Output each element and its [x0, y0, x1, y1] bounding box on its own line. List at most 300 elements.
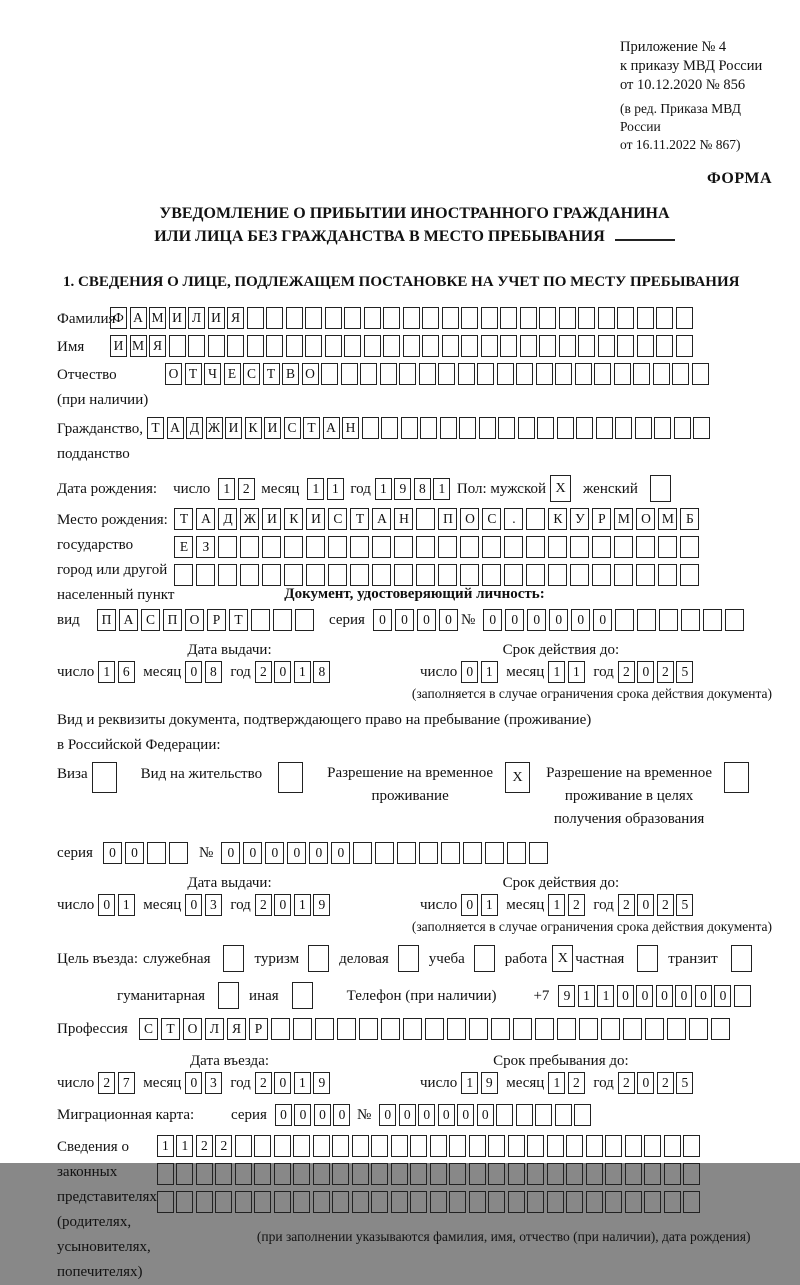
grid-cell[interactable] — [674, 417, 691, 439]
grid-cell[interactable] — [637, 609, 656, 631]
grid-cell[interactable]: 9 — [558, 985, 575, 1007]
grid-cell[interactable] — [410, 1163, 427, 1185]
grid-cell[interactable]: И — [110, 335, 127, 357]
phone-grid[interactable] — [558, 985, 753, 1007]
grid-cell[interactable] — [403, 307, 420, 329]
grid-cell[interactable]: Т — [185, 363, 202, 385]
grid-cell[interactable]: 1 — [118, 894, 135, 916]
grid-cell[interactable] — [491, 1018, 510, 1040]
grid-cell[interactable] — [360, 363, 377, 385]
grid-cell[interactable] — [147, 842, 166, 864]
grid-cell[interactable]: Т — [161, 1018, 180, 1040]
grid-cell[interactable]: Т — [263, 363, 280, 385]
grid-cell[interactable]: 0 — [221, 842, 240, 864]
grid-cell[interactable] — [625, 1191, 642, 1213]
grid-cell[interactable] — [442, 307, 459, 329]
grid-cell[interactable]: 1 — [218, 478, 235, 500]
grid-cell[interactable] — [680, 536, 699, 558]
grid-cell[interactable] — [659, 609, 678, 631]
grid-cell[interactable]: О — [302, 363, 319, 385]
grid-cell[interactable]: 0 — [417, 609, 436, 631]
grid-cell[interactable]: 2 — [618, 661, 635, 683]
grid-cell[interactable]: Н — [342, 417, 359, 439]
grid-cell[interactable]: 1 — [548, 894, 565, 916]
grid-cell[interactable] — [271, 1018, 290, 1040]
grid-cell[interactable]: 0 — [636, 985, 653, 1007]
grid-cell[interactable] — [548, 536, 567, 558]
grid-cell[interactable]: 0 — [457, 1104, 474, 1126]
grid-cell[interactable] — [371, 1191, 388, 1213]
grid-cell[interactable]: А — [119, 609, 138, 631]
grid-cell[interactable] — [508, 1135, 525, 1157]
grid-cell[interactable] — [420, 417, 437, 439]
grid-cell[interactable] — [529, 842, 548, 864]
grid-cell[interactable]: 2 — [215, 1135, 232, 1157]
grid-cell[interactable]: 1 — [597, 985, 614, 1007]
grid-cell[interactable] — [535, 1018, 554, 1040]
grid-cell[interactable] — [157, 1163, 174, 1185]
grid-cell[interactable] — [598, 335, 615, 357]
grid-cell[interactable] — [305, 307, 322, 329]
grid-cell[interactable] — [208, 335, 225, 357]
grid-cell[interactable]: Р — [207, 609, 226, 631]
grid-cell[interactable]: 2 — [618, 894, 635, 916]
grid-cell[interactable] — [578, 307, 595, 329]
grid-cell[interactable] — [438, 363, 455, 385]
grid-cell[interactable] — [555, 363, 572, 385]
grid-cell[interactable] — [449, 1191, 466, 1213]
grid-cell[interactable]: А — [323, 417, 340, 439]
grid-cell[interactable]: 7 — [118, 1072, 135, 1094]
grid-cell[interactable]: 0 — [675, 985, 692, 1007]
grid-cell[interactable]: 0 — [274, 894, 291, 916]
grid-cell[interactable]: С — [328, 508, 347, 530]
grid-cell[interactable] — [614, 363, 631, 385]
grid-cell[interactable]: А — [130, 307, 147, 329]
grid-cell[interactable]: С — [139, 1018, 158, 1040]
grid-cell[interactable]: 2 — [98, 1072, 115, 1094]
grid-cell[interactable] — [416, 564, 435, 586]
grid-cell[interactable] — [614, 564, 633, 586]
id-type-grid[interactable] — [97, 609, 317, 631]
male-checkbox[interactable]: X — [550, 475, 571, 502]
grid-cell[interactable]: 0 — [331, 842, 350, 864]
grid-cell[interactable]: И — [169, 307, 186, 329]
legal-reps-grid-row2[interactable] — [157, 1163, 703, 1185]
grid-cell[interactable] — [458, 363, 475, 385]
grid-cell[interactable]: У — [570, 508, 589, 530]
grid-cell[interactable]: 2 — [238, 478, 255, 500]
grid-cell[interactable]: Я — [227, 307, 244, 329]
grid-cell[interactable] — [337, 1018, 356, 1040]
grid-cell[interactable]: 0 — [98, 894, 115, 916]
grid-cell[interactable]: 0 — [571, 609, 590, 631]
grid-cell[interactable] — [692, 363, 709, 385]
grid-cell[interactable] — [518, 417, 535, 439]
grid-cell[interactable] — [262, 536, 281, 558]
grid-cell[interactable] — [215, 1191, 232, 1213]
grid-cell[interactable]: 1 — [327, 478, 344, 500]
permit-expiry-year-grid[interactable] — [618, 894, 696, 916]
grid-cell[interactable]: О — [165, 363, 182, 385]
temp-residence-checkbox[interactable]: X — [505, 762, 530, 793]
grid-cell[interactable] — [438, 564, 457, 586]
grid-cell[interactable] — [623, 1018, 642, 1040]
grid-cell[interactable] — [381, 1018, 400, 1040]
grid-cell[interactable] — [536, 363, 553, 385]
grid-cell[interactable] — [247, 307, 264, 329]
grid-cell[interactable] — [711, 1018, 730, 1040]
grid-cell[interactable]: 8 — [313, 661, 330, 683]
grid-cell[interactable] — [681, 609, 700, 631]
grid-cell[interactable]: 8 — [205, 661, 222, 683]
grid-cell[interactable]: 0 — [439, 609, 458, 631]
grid-cell[interactable] — [463, 842, 482, 864]
grid-cell[interactable] — [504, 536, 523, 558]
grid-cell[interactable]: 0 — [185, 661, 202, 683]
grid-cell[interactable] — [372, 536, 391, 558]
grid-cell[interactable]: П — [97, 609, 116, 631]
grid-cell[interactable]: 0 — [314, 1104, 331, 1126]
grid-cell[interactable] — [520, 335, 537, 357]
grid-cell[interactable]: О — [636, 508, 655, 530]
grid-cell[interactable]: 0 — [274, 1072, 291, 1094]
grid-cell[interactable]: К — [548, 508, 567, 530]
grid-cell[interactable] — [625, 1135, 642, 1157]
grid-cell[interactable]: М — [658, 508, 677, 530]
grid-cell[interactable]: 2 — [568, 894, 585, 916]
temp-residence-edu-checkbox[interactable] — [724, 762, 749, 793]
grid-cell[interactable]: 1 — [98, 661, 115, 683]
grid-cell[interactable] — [479, 417, 496, 439]
grid-cell[interactable] — [559, 307, 576, 329]
grid-cell[interactable]: В — [282, 363, 299, 385]
grid-cell[interactable]: 5 — [676, 894, 693, 916]
grid-cell[interactable] — [548, 564, 567, 586]
grid-cell[interactable] — [557, 1018, 576, 1040]
grid-cell[interactable] — [689, 1018, 708, 1040]
grid-cell[interactable] — [215, 1163, 232, 1185]
grid-cell[interactable] — [703, 609, 722, 631]
grid-cell[interactable]: 2 — [657, 894, 674, 916]
grid-cell[interactable] — [656, 335, 673, 357]
entry-day-grid[interactable] — [98, 1072, 137, 1094]
grid-cell[interactable] — [362, 417, 379, 439]
grid-cell[interactable] — [680, 564, 699, 586]
grid-cell[interactable] — [575, 363, 592, 385]
birthplace-grid-row3[interactable] — [174, 564, 702, 586]
grid-cell[interactable]: Ч — [204, 363, 221, 385]
grid-cell[interactable] — [227, 335, 244, 357]
purpose-humanitarian-checkbox[interactable] — [218, 982, 239, 1009]
grid-cell[interactable] — [430, 1163, 447, 1185]
grid-cell[interactable] — [615, 417, 632, 439]
visa-checkbox[interactable] — [92, 762, 117, 793]
grid-cell[interactable]: 0 — [243, 842, 262, 864]
grid-cell[interactable] — [644, 1135, 661, 1157]
birthplace-grid-row2[interactable] — [174, 536, 702, 558]
grid-cell[interactable]: 0 — [373, 609, 392, 631]
patronymic-grid[interactable] — [165, 363, 711, 385]
birthplace-grid-row1[interactable] — [174, 508, 702, 530]
grid-cell[interactable] — [461, 335, 478, 357]
grid-cell[interactable] — [637, 307, 654, 329]
grid-cell[interactable] — [371, 1135, 388, 1157]
grid-cell[interactable]: 0 — [395, 609, 414, 631]
grid-cell[interactable]: 0 — [185, 894, 202, 916]
grid-cell[interactable] — [397, 842, 416, 864]
grid-cell[interactable]: И — [306, 508, 325, 530]
grid-cell[interactable] — [176, 1191, 193, 1213]
entry-year-grid[interactable] — [255, 1072, 333, 1094]
grid-cell[interactable] — [516, 363, 533, 385]
grid-cell[interactable] — [566, 1191, 583, 1213]
grid-cell[interactable] — [615, 609, 634, 631]
grid-cell[interactable] — [401, 417, 418, 439]
grid-cell[interactable] — [305, 335, 322, 357]
grid-cell[interactable]: 9 — [481, 1072, 498, 1094]
grid-cell[interactable] — [498, 417, 515, 439]
grid-cell[interactable]: 1 — [578, 985, 595, 1007]
grid-cell[interactable]: Т — [229, 609, 248, 631]
grid-cell[interactable]: И — [262, 508, 281, 530]
grid-cell[interactable] — [372, 564, 391, 586]
grid-cell[interactable] — [266, 335, 283, 357]
grid-cell[interactable] — [352, 1191, 369, 1213]
grid-cell[interactable]: Ф — [110, 307, 127, 329]
grid-cell[interactable] — [254, 1163, 271, 1185]
grid-cell[interactable]: 2 — [196, 1135, 213, 1157]
grid-cell[interactable] — [594, 363, 611, 385]
grid-cell[interactable] — [469, 1135, 486, 1157]
grid-cell[interactable] — [375, 842, 394, 864]
grid-cell[interactable] — [598, 307, 615, 329]
grid-cell[interactable]: 1 — [481, 894, 498, 916]
grid-cell[interactable]: 1 — [307, 478, 324, 500]
grid-cell[interactable]: Я — [227, 1018, 246, 1040]
grid-cell[interactable] — [547, 1163, 564, 1185]
grid-cell[interactable] — [352, 1163, 369, 1185]
grid-cell[interactable] — [157, 1191, 174, 1213]
grid-cell[interactable]: 5 — [676, 1072, 693, 1094]
grid-cell[interactable]: 0 — [637, 894, 654, 916]
grid-cell[interactable] — [481, 335, 498, 357]
grid-cell[interactable] — [469, 1191, 486, 1213]
grid-cell[interactable] — [235, 1191, 252, 1213]
permit-expiry-day-grid[interactable] — [461, 894, 500, 916]
grid-cell[interactable]: 0 — [185, 1072, 202, 1094]
grid-cell[interactable]: А — [372, 508, 391, 530]
grid-cell[interactable] — [306, 564, 325, 586]
grid-cell[interactable]: 1 — [375, 478, 392, 500]
grid-cell[interactable]: 0 — [275, 1104, 292, 1126]
grid-cell[interactable]: 2 — [618, 1072, 635, 1094]
grid-cell[interactable] — [497, 363, 514, 385]
grid-cell[interactable] — [325, 307, 342, 329]
permit-issue-day-grid[interactable] — [98, 894, 137, 916]
grid-cell[interactable] — [605, 1163, 622, 1185]
grid-cell[interactable] — [247, 335, 264, 357]
grid-cell[interactable] — [481, 307, 498, 329]
grid-cell[interactable]: 2 — [255, 661, 272, 683]
grid-cell[interactable] — [391, 1135, 408, 1157]
grid-cell[interactable] — [526, 536, 545, 558]
grid-cell[interactable]: 2 — [255, 1072, 272, 1094]
stay-month-grid[interactable] — [548, 1072, 587, 1094]
grid-cell[interactable] — [350, 564, 369, 586]
grid-cell[interactable] — [442, 335, 459, 357]
permit-issue-year-grid[interactable] — [255, 894, 333, 916]
grid-cell[interactable]: 1 — [433, 478, 450, 500]
grid-cell[interactable] — [284, 564, 303, 586]
purpose-work-checkbox[interactable]: X — [552, 945, 573, 972]
grid-cell[interactable]: Б — [680, 508, 699, 530]
grid-cell[interactable]: 8 — [414, 478, 431, 500]
grid-cell[interactable] — [410, 1191, 427, 1213]
grid-cell[interactable]: 0 — [656, 985, 673, 1007]
grid-cell[interactable]: 0 — [477, 1104, 494, 1126]
grid-cell[interactable] — [313, 1135, 330, 1157]
grid-cell[interactable] — [734, 985, 751, 1007]
grid-cell[interactable]: 0 — [461, 894, 478, 916]
grid-cell[interactable]: 1 — [294, 661, 311, 683]
grid-cell[interactable] — [469, 1018, 488, 1040]
grid-cell[interactable]: 1 — [294, 894, 311, 916]
grid-cell[interactable] — [274, 1191, 291, 1213]
grid-cell[interactable] — [488, 1191, 505, 1213]
grid-cell[interactable]: 0 — [438, 1104, 455, 1126]
grid-cell[interactable] — [321, 363, 338, 385]
grid-cell[interactable] — [667, 1018, 686, 1040]
grid-cell[interactable] — [419, 363, 436, 385]
grid-cell[interactable] — [286, 307, 303, 329]
grid-cell[interactable]: Т — [174, 508, 193, 530]
grid-cell[interactable] — [461, 307, 478, 329]
grid-cell[interactable] — [251, 609, 270, 631]
grid-cell[interactable]: И — [264, 417, 281, 439]
grid-cell[interactable] — [586, 1191, 603, 1213]
id-expiry-day-grid[interactable] — [461, 661, 500, 683]
grid-cell[interactable] — [676, 335, 693, 357]
purpose-study-checkbox[interactable] — [474, 945, 495, 972]
grid-cell[interactable] — [240, 564, 259, 586]
grid-cell[interactable] — [644, 1191, 661, 1213]
grid-cell[interactable] — [636, 536, 655, 558]
grid-cell[interactable]: К — [245, 417, 262, 439]
stay-day-grid[interactable] — [461, 1072, 500, 1094]
grid-cell[interactable]: С — [141, 609, 160, 631]
grid-cell[interactable] — [416, 508, 435, 530]
grid-cell[interactable] — [419, 842, 438, 864]
grid-cell[interactable] — [380, 363, 397, 385]
grid-cell[interactable] — [460, 564, 479, 586]
grid-cell[interactable]: О — [183, 1018, 202, 1040]
grid-cell[interactable] — [504, 564, 523, 586]
grid-cell[interactable] — [658, 536, 677, 558]
grid-cell[interactable] — [527, 1163, 544, 1185]
grid-cell[interactable] — [422, 307, 439, 329]
grid-cell[interactable]: Р — [249, 1018, 268, 1040]
grid-cell[interactable] — [344, 307, 361, 329]
grid-cell[interactable]: Т — [350, 508, 369, 530]
grid-cell[interactable] — [273, 609, 292, 631]
citizenship-grid[interactable] — [147, 417, 713, 439]
grid-cell[interactable] — [315, 1018, 334, 1040]
grid-cell[interactable] — [344, 335, 361, 357]
grid-cell[interactable] — [240, 536, 259, 558]
birth-year-grid[interactable] — [375, 478, 453, 500]
grid-cell[interactable] — [391, 1163, 408, 1185]
grid-cell[interactable] — [576, 417, 593, 439]
grid-cell[interactable] — [332, 1135, 349, 1157]
grid-cell[interactable]: 0 — [461, 661, 478, 683]
grid-cell[interactable] — [359, 1018, 378, 1040]
purpose-private-checkbox[interactable] — [637, 945, 658, 972]
purpose-business-checkbox[interactable] — [398, 945, 419, 972]
legal-reps-grid-row1[interactable] — [157, 1135, 703, 1157]
grid-cell[interactable] — [527, 1191, 544, 1213]
grid-cell[interactable]: М — [149, 307, 166, 329]
grid-cell[interactable] — [537, 417, 554, 439]
grid-cell[interactable] — [391, 1191, 408, 1213]
grid-cell[interactable] — [614, 536, 633, 558]
grid-cell[interactable]: 1 — [461, 1072, 478, 1094]
grid-cell[interactable]: З — [196, 536, 215, 558]
grid-cell[interactable] — [332, 1163, 349, 1185]
grid-cell[interactable]: Л — [188, 307, 205, 329]
grid-cell[interactable] — [293, 1018, 312, 1040]
grid-cell[interactable]: Я — [149, 335, 166, 357]
grid-cell[interactable] — [507, 842, 526, 864]
grid-cell[interactable] — [218, 564, 237, 586]
grid-cell[interactable] — [535, 1104, 552, 1126]
grid-cell[interactable] — [570, 536, 589, 558]
grid-cell[interactable]: 0 — [379, 1104, 396, 1126]
grid-cell[interactable] — [293, 1135, 310, 1157]
grid-cell[interactable] — [176, 1163, 193, 1185]
grid-cell[interactable] — [617, 335, 634, 357]
grid-cell[interactable] — [482, 564, 501, 586]
grid-cell[interactable]: М — [130, 335, 147, 357]
grid-cell[interactable]: С — [482, 508, 501, 530]
grid-cell[interactable]: А — [167, 417, 184, 439]
grid-cell[interactable] — [449, 1163, 466, 1185]
grid-cell[interactable] — [633, 363, 650, 385]
birth-day-grid[interactable] — [218, 478, 257, 500]
grid-cell[interactable]: П — [438, 508, 457, 530]
grid-cell[interactable] — [469, 1163, 486, 1185]
grid-cell[interactable] — [496, 1104, 513, 1126]
grid-cell[interactable]: И — [225, 417, 242, 439]
id-series-grid[interactable] — [373, 609, 461, 631]
grid-cell[interactable] — [364, 335, 381, 357]
purpose-official-checkbox[interactable] — [223, 945, 244, 972]
grid-cell[interactable] — [313, 1191, 330, 1213]
grid-cell[interactable] — [555, 1104, 572, 1126]
grid-cell[interactable] — [410, 1135, 427, 1157]
grid-cell[interactable]: О — [460, 508, 479, 530]
grid-cell[interactable] — [460, 536, 479, 558]
grid-cell[interactable]: Д — [186, 417, 203, 439]
birth-month-grid[interactable] — [307, 478, 346, 500]
entry-month-grid[interactable] — [185, 1072, 224, 1094]
purpose-tourism-checkbox[interactable] — [308, 945, 329, 972]
grid-cell[interactable] — [306, 536, 325, 558]
grid-cell[interactable]: 1 — [548, 1072, 565, 1094]
grid-cell[interactable] — [526, 508, 545, 530]
grid-cell[interactable] — [605, 1135, 622, 1157]
grid-cell[interactable] — [293, 1191, 310, 1213]
